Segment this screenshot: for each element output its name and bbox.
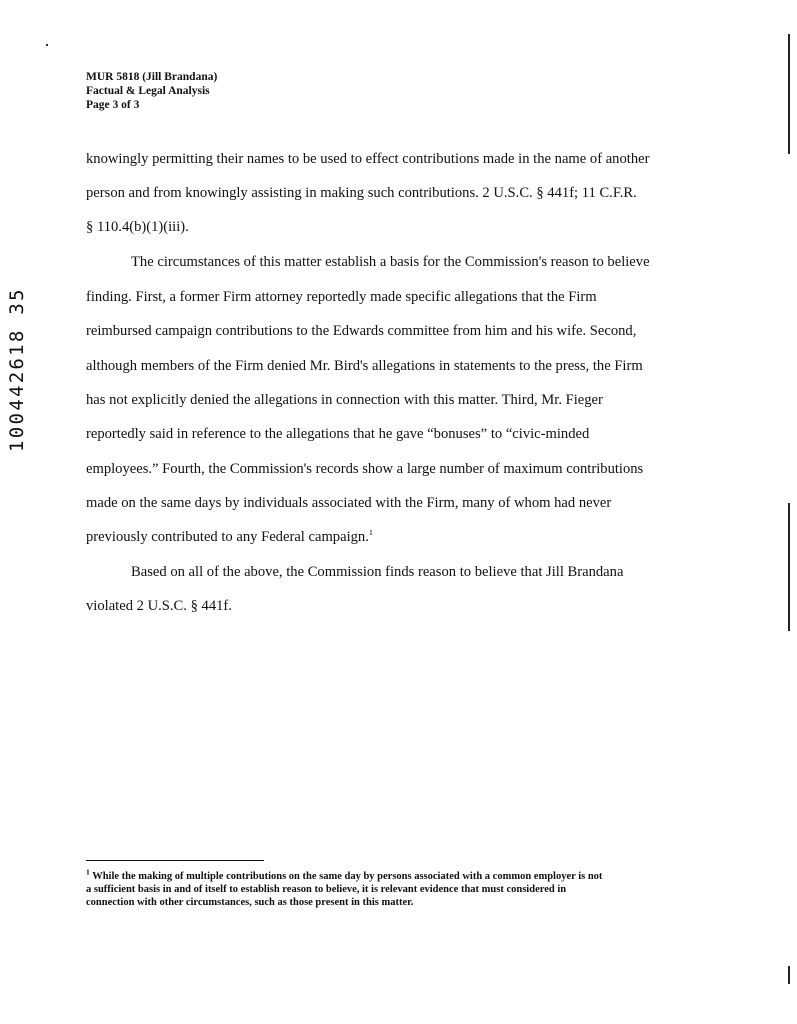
scan-edge-mark [788,34,790,154]
side-document-number-stamp: 100442618 35 [6,287,28,452]
body-line: reimbursed campaign contributions to the Edwards committee from him and his wife. Second, [86,323,637,339]
body-line [86,528,373,546]
footnote-line [86,867,676,883]
footnote-line-text: While the making of multiple contributions on the same day by persons associated with a common employer is not [92,871,603,882]
body-line: employees.” Fourth, the Commission's records show a large number of maximum contributions [86,461,644,477]
scan-edge-mark [788,503,790,631]
header-doc-type-line: Factual & Legal Analysis [86,85,210,97]
footnote-reference: 1 [368,528,373,538]
body-line: violated 2 U.S.C. § 441f. [86,598,232,614]
body-line: finding. First, a former Firm attorney reportedly made specific allegations that the Firm [86,289,597,305]
page-header [86,70,217,112]
body-line: The circumstances of this matter establish a basis for the Commission's reason to believe [131,254,650,270]
body-line: § 110.4(b)(1)(iii). [86,219,189,235]
body-line-text: previously contributed to any Federal campaign. [86,529,369,545]
footnote-line: a sufficient basis in and of itself to establish reason to believe, it is relevant evidence that must considered in [86,884,567,896]
body-line: knowingly permitting their names to be used to effect contributions made in the name of another [86,151,650,167]
body-line: person and from knowingly assisting in making such contributions. 2 U.S.C. § 441f; 11 C.F.R. [86,185,637,201]
body-line: Based on all of the above, the Commission finds reason to believe that Jill Brandana [131,564,624,580]
footnote-separator [86,860,264,861]
body-line: has not explicitly denied the allegations in connection with this matter. Third, Mr. Fieger [86,392,603,408]
body-line: reportedly said in reference to the allegations that he gave “bonuses” to “civic-minded [86,426,590,442]
body-line: made on the same days by individuals associated with the Firm, many of whom had never [86,495,612,511]
scan-speck [46,44,48,46]
footnote-marker: 1 [86,867,90,877]
footnote-line: connection with other circumstances, such as those present in this matter. [86,897,414,909]
scan-edge-mark [788,966,790,984]
header-page-line: Page 3 of 3 [86,99,140,111]
body-line: although members of the Firm denied Mr. Bird's allegations in statements to the press, the Firm [86,358,643,374]
footnote [86,867,676,910]
header-case-line: MUR 5818 (Jill Brandana) [86,71,218,83]
